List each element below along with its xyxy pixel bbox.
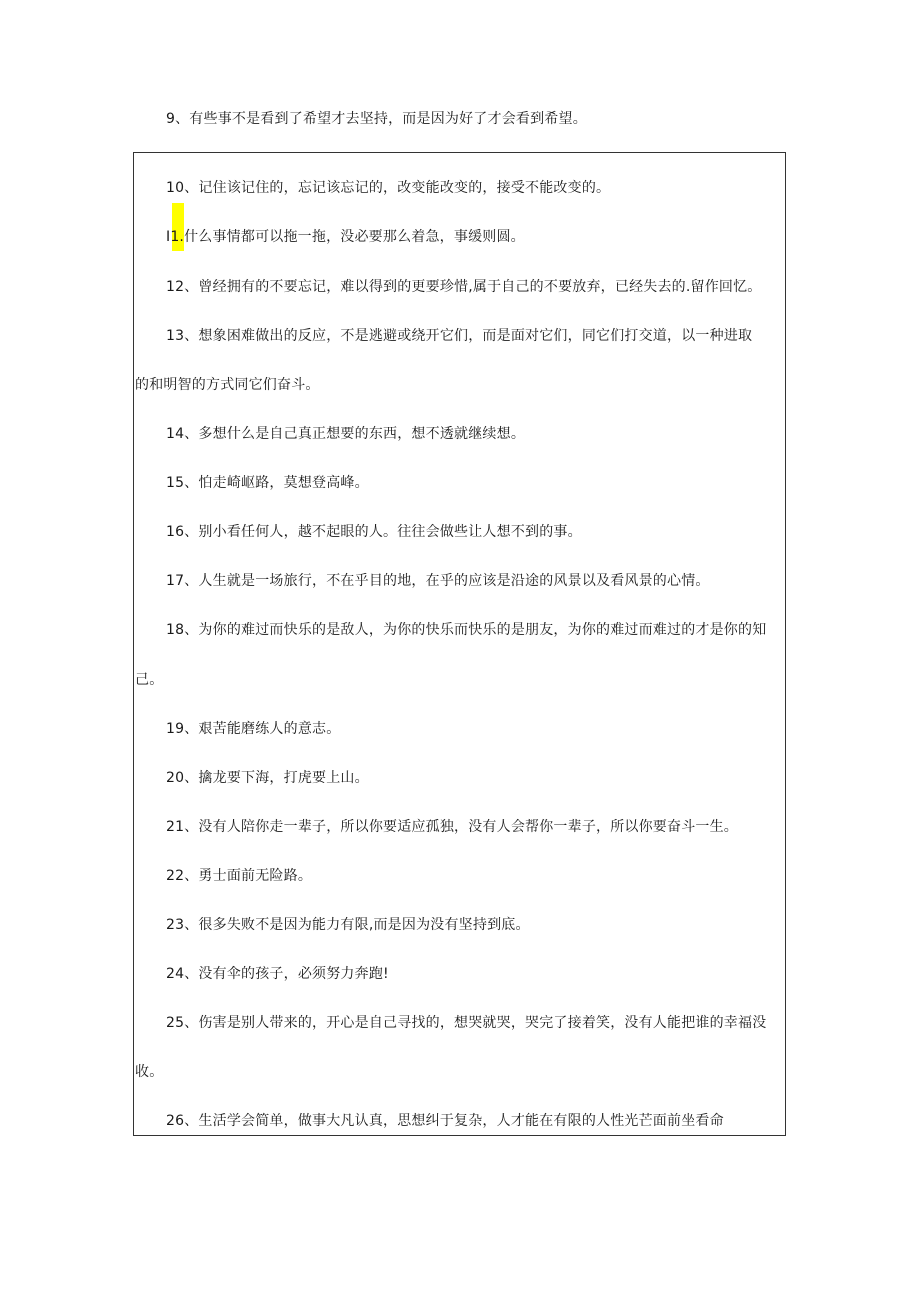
quote-line-12: 12、曾经拥有的不要忘记，难以得到的更要珍惜,属于自己的不要放弃，已经失去的.留作回忆。 (166, 279, 762, 295)
quote-line-21: 21、没有人陪你走一辈子，所以你要适应孤独，没有人会帮你一辈子，所以你要奋斗一生。 (166, 819, 739, 835)
quote-line-25-cont: 收。 (135, 1064, 164, 1080)
quote-line-22: 22、勇士面前无险路。 (166, 868, 313, 884)
quote-line-13-cont: 的和明智的方式同它们奋斗。 (135, 377, 320, 393)
quote-line-18-cont: 己。 (135, 672, 164, 688)
quote-line-24: 24、没有伞的孩子，必须努力奔跑! (166, 966, 389, 982)
quote-line-19: 19、艰苦能磨练人的意志。 (166, 721, 341, 737)
quote-line-16: 16、别小看任何人，越不起眼的人。往往会做些让人想不到的事。 (166, 524, 582, 540)
quote-line-25: 25、伤害是别人带来的，开心是自己寻找的，想哭就哭，哭完了接着笑，没有人能把谁的幸福没 (166, 1015, 767, 1031)
quote-line-23: 23、很多失败不是因为能力有限,而是因为没有坚持到底。 (166, 917, 530, 933)
quote-line-26: 26、生活学会简单，做事大凡认真，思想纠于复杂，人才能在有限的人性光芒面前坐看命 (166, 1113, 724, 1129)
quote-line-10: 10、记住该记住的，忘记该忘记的，改变能改变的，接受不能改变的。 (166, 180, 611, 196)
quote-line-15: 15、怕走崎岖路，莫想登高峰。 (166, 475, 369, 491)
quote-line-11: I1.什么事情都可以拖一拖，没必要那么着急，事缓则圆。 (166, 229, 525, 245)
content-border (133, 152, 786, 1136)
quote-line-18: 18、为你的难过而快乐的是敌人，为你的快乐而快乐的是朋友，为你的难过而难过的才是你的知 (166, 622, 767, 638)
quote-line-17: 17、人生就是一场旅行，不在乎目的地，在乎的应该是沿途的风景以及看风景的心情。 (166, 573, 710, 589)
quote-line-20: 20、擒龙要下海，打虎要上山。 (166, 770, 369, 786)
quote-line-14: 14、多想什么是自己真正想要的东西，想不透就继续想。 (166, 426, 526, 442)
quote-line-9: 9、有些事不是看到了希望才去坚持，而是因为好了才会看到希望。 (166, 111, 587, 127)
quote-line-13: 13、想象困难做出的反应，不是逃避或绕开它们，而是面对它们，同它们打交道，以一种进取 (166, 328, 753, 344)
